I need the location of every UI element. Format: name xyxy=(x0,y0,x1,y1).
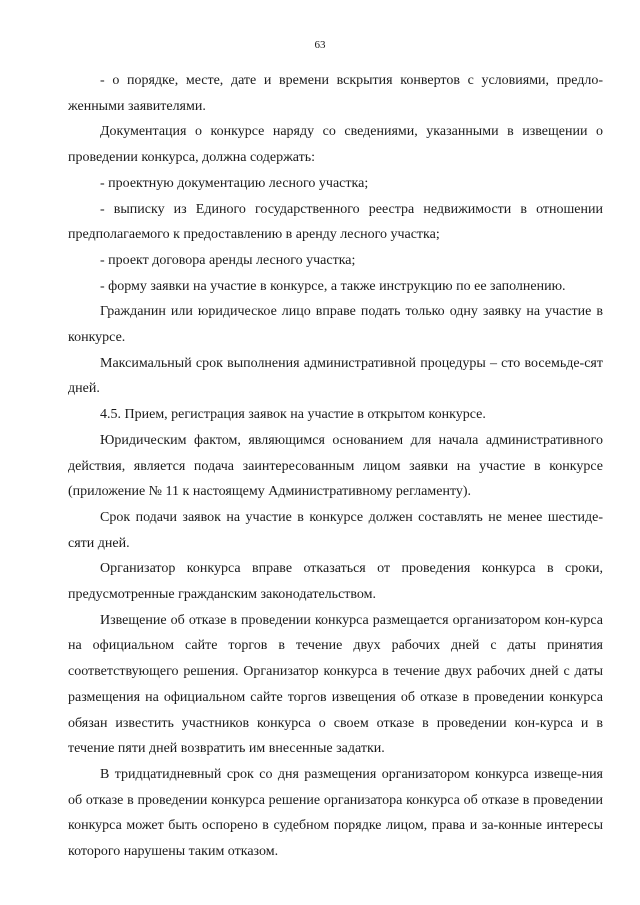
paragraph-submission-term: Срок подачи заявок на участие в конкурсе должен составлять не менее шестиде-сяти дней. xyxy=(68,509,603,551)
paragraph-list-registry-extract: - выписку из Единого государственного реестра недвижимости в отношении предполагаемого к предоставлению в аренду лесного участка; xyxy=(68,201,603,243)
paragraph-list-lease-contract-draft: - проект договора аренды лесного участка; xyxy=(100,252,356,268)
paragraph-legal-fact: Юридическим фактом, являющимся основанием для начала административного действия, является подача заинтересованным лицом заявки на участие в конкурсе (приложение № 11 к настоящему Административному регламенту). xyxy=(68,432,603,500)
paragraph-documentation-requirements: Документация о конкурсе наряду со сведениями, указанными в извещении о проведении конкурса, должна содержать: xyxy=(68,124,603,166)
page-number: 63 xyxy=(314,39,326,51)
paragraph-list-project-documentation: - проектную документацию лесного участка; xyxy=(100,175,369,191)
paragraph-single-application: Гражданин или юридическое лицо вправе подать только одну заявку на участие в конкурсе. xyxy=(68,304,603,346)
paragraph-maximum-term: Максимальный срок выполнения административной процедуры – сто восемьде-сят дней. xyxy=(68,355,603,397)
paragraph-appeal: В тридцатидневный срок со дня размещения организатором конкурса извеще-ния об отказе в проведении конкурса решение организатора конкурса об отказе в проведении конкурса может быть оспорено в судебном порядке лицом, права и за-конные интересы которого нарушены таким отказом. xyxy=(68,766,603,860)
document-body xyxy=(68,68,603,865)
section-heading-4-5: 4.5. Прием, регистрация заявок на участие в открытом конкурсе. xyxy=(100,407,486,423)
paragraph-organizer-refusal-right: Организатор конкурса вправе отказаться от проведения конкурса в сроки, предусмотренные гражданским законодательством. xyxy=(68,561,603,603)
paragraph-refusal-notice: Извещение об отказе в проведении конкурса размещается организатором кон-курса на официальном сайте торгов в течение двух рабочих дней с даты принятия соответствующего решения. Организатор конкурса в течение двух рабочих дней с даты размещения на официальном сайте торгов извещения об отказе в проведении конкурса обязан известить участников конкурса о своем отказе в проведении кон-курса и в течение пяти дней возвратить им внесенные задатки. xyxy=(68,612,603,757)
paragraph-opening-procedure: - о порядке, месте, дате и времени вскрытия конвертов с условиями, предло-женными заявителями. xyxy=(68,73,603,114)
paragraph-list-application-form: - форму заявки на участие в конкурсе, а также инструкцию по ее заполнению. xyxy=(100,278,566,294)
